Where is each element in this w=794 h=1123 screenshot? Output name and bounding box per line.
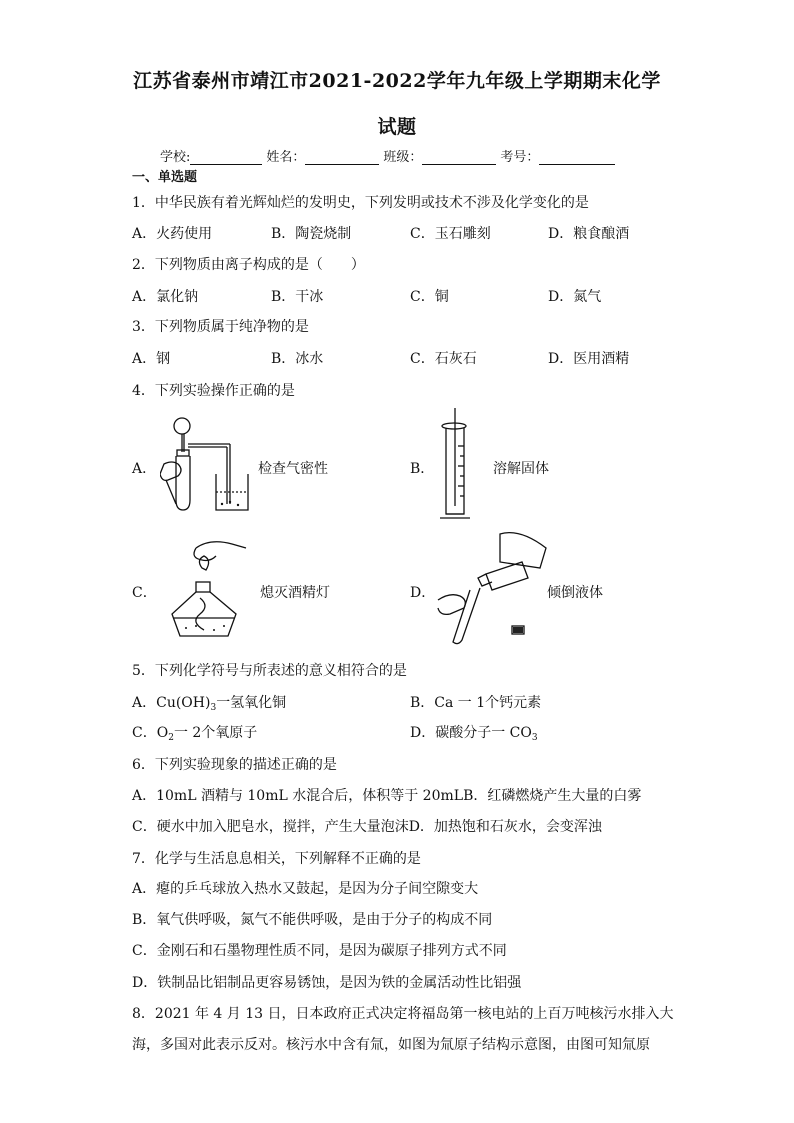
class-label: 班级： xyxy=(383,150,423,165)
q6-options-ab: A．10mL 酒精与 10mL 水混合后，体积等于 20mLB．红磷燃烧产生大量的白雾 xyxy=(132,788,642,804)
q4-option-b-caption: 溶解固体 xyxy=(493,461,549,477)
q3-option-a: A．钢 xyxy=(132,351,171,367)
q5-stem: 5．下列化学符号与所表述的意义相符合的是 xyxy=(132,663,407,679)
exam-no-label: 考号： xyxy=(500,150,540,165)
name-label: 姓名： xyxy=(266,150,306,165)
q7-stem: 7．化学与生活息息相关，下列解释不正确的是 xyxy=(132,851,421,867)
paper-title-line1: 江苏省泰州市靖江市2021-2022学年九年级上学期期末化学 xyxy=(133,70,661,92)
q7-option-b: B．氧气供呼吸，氮气不能供呼吸，是由于分子的构成不同 xyxy=(132,912,493,928)
q7-option-c: C．金刚石和石墨物理性质不同，是因为碳原子排列方式不同 xyxy=(132,943,507,959)
q1-option-b: B．陶瓷烧制 xyxy=(271,226,352,242)
school-blank[interactable] xyxy=(190,150,262,165)
q4-option-a-label: A． xyxy=(132,461,157,477)
exam-no-blank[interactable] xyxy=(539,150,615,165)
q1-option-a: A．火药使用 xyxy=(132,226,213,242)
q5-option-d: D．碳酸分子一 $CO_3$ xyxy=(410,725,538,743)
q6-options-cd: C．硬水中加入肥皂水，搅拌，产生大量泡沫D．加热饱和石灰水，会变浑浊 xyxy=(132,819,602,835)
q2-option-d: D．氮气 xyxy=(548,289,602,305)
dissolving-solid-figure xyxy=(438,406,478,526)
extinguish-lamp-figure xyxy=(166,536,250,642)
class-blank[interactable] xyxy=(422,150,496,165)
q1-option-d: D．粮食酿酒 xyxy=(548,226,630,242)
q3-option-c: C．石灰石 xyxy=(410,351,477,367)
airtightness-check-figure xyxy=(160,414,252,518)
q5-option-b: B．Ca 一 1个钙元素 xyxy=(410,695,542,711)
q2-stem: 2．下列物质由离子构成的是（ ） xyxy=(132,257,365,273)
q4-option-c-caption: 熄灭酒精灯 xyxy=(260,585,330,601)
q8-line2: 海，多国对此表示反对。核污水中含有氚，如图为氚原子结构示意图，由图可知氚原 xyxy=(132,1037,650,1053)
q5-option-c: C．$O_2$一 2个氧原子 xyxy=(132,725,258,743)
student-info-row xyxy=(160,146,619,165)
q4-option-b-label: B． xyxy=(410,461,435,477)
q7-option-a: A．瘪的乒乓球放入热水又鼓起，是因为分子间空隙变大 xyxy=(132,881,479,897)
q4-option-d-caption: 倾倒液体 xyxy=(547,585,603,601)
q3-stem: 3．下列物质属于纯净物的是 xyxy=(132,319,309,335)
q4-stem: 4．下列实验操作正确的是 xyxy=(132,383,295,399)
q3-option-b: B．冰水 xyxy=(271,351,324,367)
q5-option-a: A．$Cu(OH)_3$一氢氧化铜 xyxy=(132,695,287,713)
paper-title-line2: 试题 xyxy=(377,116,417,138)
q1-option-c: C．玉石雕刻 xyxy=(410,226,491,242)
pouring-liquid-figure xyxy=(434,528,550,646)
q4-option-c-label: C． xyxy=(132,585,157,601)
q3-option-d: D．医用酒精 xyxy=(548,351,630,367)
q4-option-a-caption: 检查气密性 xyxy=(258,461,328,477)
q2-option-b: B．干冰 xyxy=(271,289,324,305)
school-label: 学校: xyxy=(160,150,191,165)
q2-option-a: A．氯化钠 xyxy=(132,289,199,305)
name-blank[interactable] xyxy=(305,150,379,165)
q7-option-d: D．铁制品比铝制品更容易锈蚀，是因为铁的金属活动性比铝强 xyxy=(132,975,522,991)
section-heading: 一、单选题 xyxy=(132,170,198,185)
q1-stem: 1．中华民族有着光辉灿烂的发明史，下列发明或技术不涉及化学变化的是 xyxy=(132,195,589,211)
q6-stem: 6．下列实验现象的描述正确的是 xyxy=(132,757,337,773)
q4-option-d-label: D． xyxy=(410,585,436,601)
q2-option-c: C．铜 xyxy=(410,289,449,305)
q8-line1: 8．2021 年 4 月 13 日，日本政府正式决定将福岛第一核电站的上百万吨核污水排入大 xyxy=(132,1006,674,1022)
